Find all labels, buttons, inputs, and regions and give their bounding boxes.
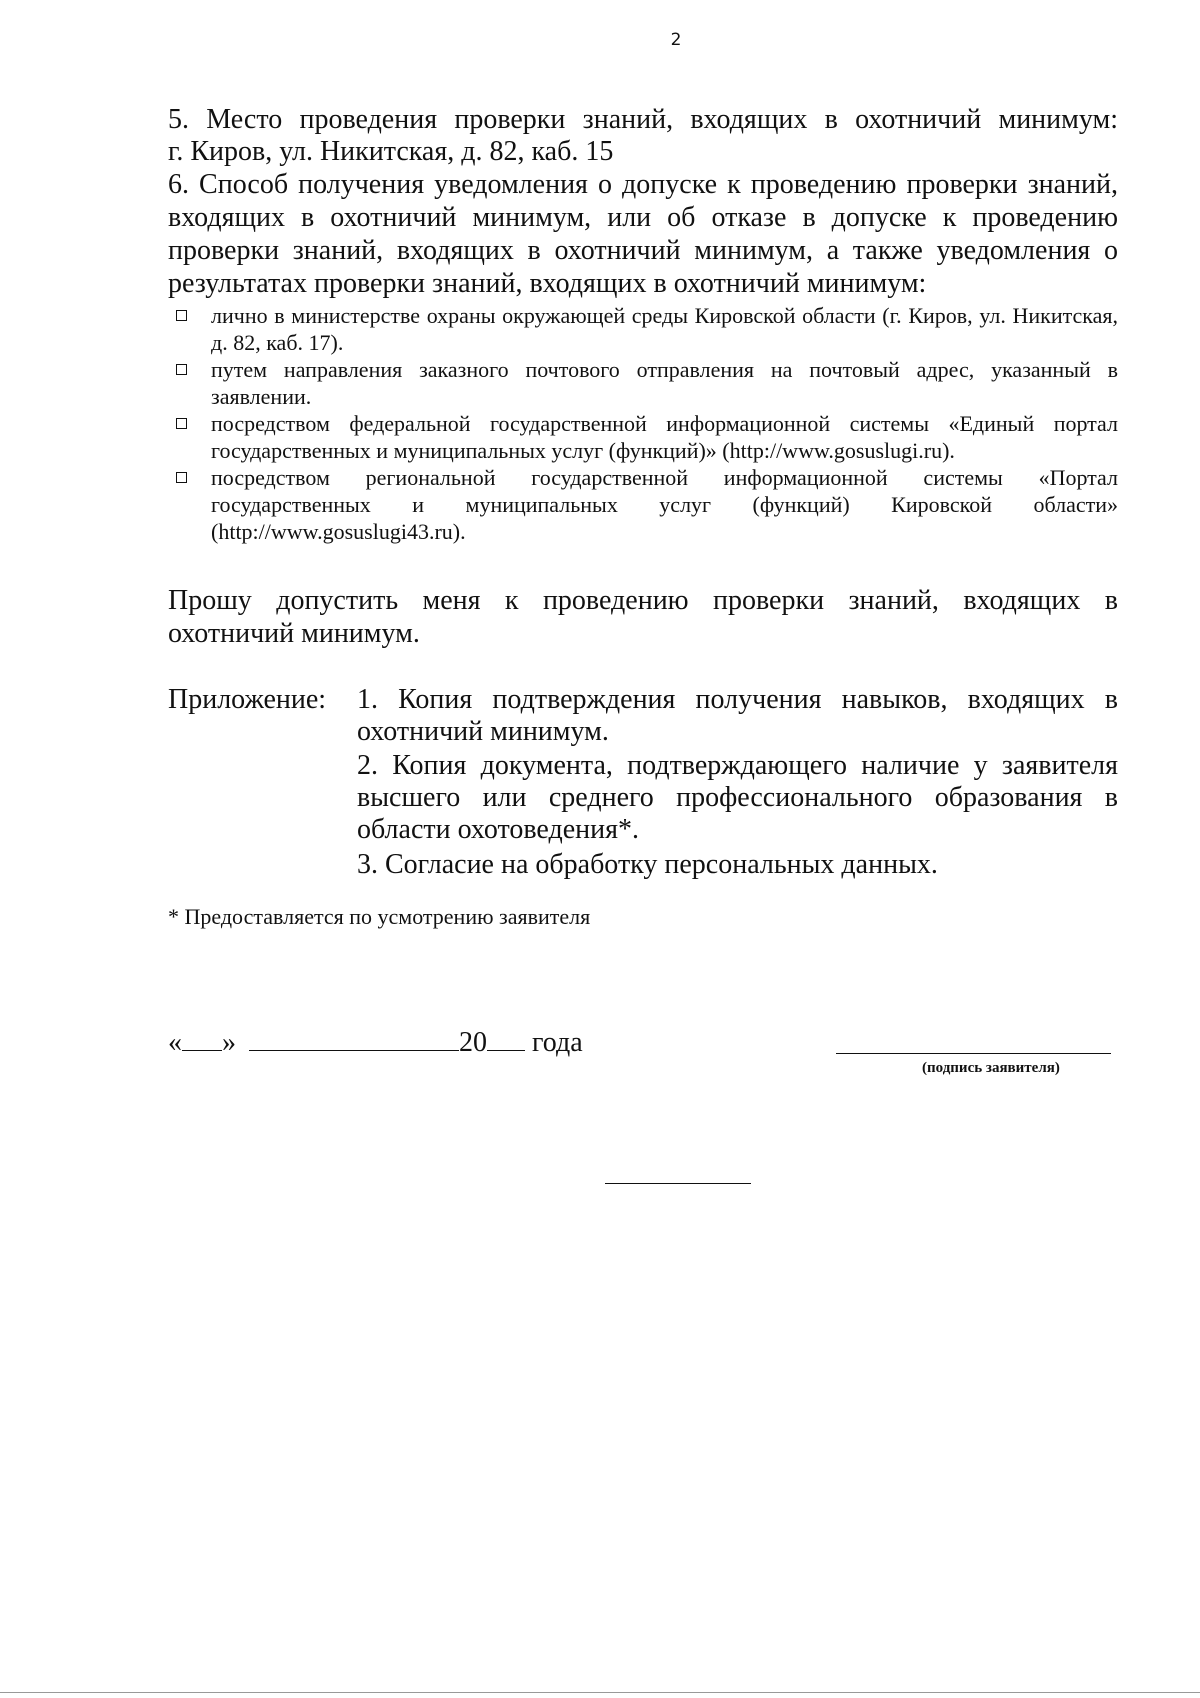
option-in-person xyxy=(176,302,1118,356)
option-federal-portal xyxy=(176,410,1118,464)
end-rule xyxy=(605,1183,751,1184)
attachment-item-2: 2. Копия документа, подтверждающего наличие у заявителя высшего или среднего профессионального образования в области охотоведения*. xyxy=(357,750,1118,845)
item6-line1: 6. Способ получения уведомления о допуске к проведению проверки знаний, xyxy=(168,169,1118,200)
footnote: * Предоставляется по усмотрению заявителя xyxy=(168,904,591,929)
item6-line2: входящих в охотничий минимум, или об отказе в допуске к проведению xyxy=(168,202,1118,233)
request-line2: охотничий минимум. xyxy=(168,618,420,649)
item6-line4: результатах проверки знаний, входящих в охотничий минимум: xyxy=(168,268,927,299)
scan-edge-line xyxy=(0,1692,1200,1693)
day-blank[interactable] xyxy=(182,1026,222,1051)
option-label: лично в министерстве охраны окружающей среды Кировской области (г. Киров, ул. Никитская, д. 82, каб. 17). xyxy=(211,303,1118,355)
item5-line2: г. Киров, ул. Никитская, д. 82, каб. 15 xyxy=(168,136,614,167)
option-postal-mail xyxy=(176,356,1118,410)
open-quote: « xyxy=(168,1027,182,1058)
close-quote: » xyxy=(222,1027,236,1058)
signature-caption: (подпись заявителя) xyxy=(922,1060,1060,1076)
year-blank[interactable] xyxy=(487,1026,525,1051)
checkbox-icon[interactable] xyxy=(176,472,187,483)
option-label: путем направления заказного почтового отправления на почтовый адрес, указанный в заявлении. xyxy=(211,357,1118,409)
option-label: посредством федеральной государственной информационной системы «Единый портал государственных и муниципальных услуг (функций)» (http://www.gosuslugi.ru). xyxy=(211,411,1118,463)
item6-line3: проверки знаний, входящих в охотничий минимум, а также уведомления о xyxy=(168,235,1118,266)
month-blank[interactable] xyxy=(249,1026,459,1051)
attachment-item-1: 1. Копия подтверждения получения навыков, входящих в охотничий минимум. xyxy=(357,684,1118,747)
checkbox-icon[interactable] xyxy=(176,310,187,321)
request-line1: Прошу допустить меня к проведению проверки знаний, входящих в xyxy=(168,585,1118,616)
option-label: посредством региональной государственной информационной системы «Портал государственных и муниципальных услуг (функций) Кировской области» (http://www.gosuslugi43.ru). xyxy=(211,465,1118,544)
signature-line[interactable] xyxy=(836,1053,1111,1054)
checkbox-icon[interactable] xyxy=(176,364,187,375)
year-prefix: 20 xyxy=(459,1027,487,1058)
checkbox-icon[interactable] xyxy=(176,418,187,429)
attachments-label: Приложение: xyxy=(168,684,327,715)
option-regional-portal xyxy=(176,464,1118,545)
date-row xyxy=(168,1026,583,1059)
item5-line1: 5. Место проведения проверки знаний, входящих в охотничий минимум: xyxy=(168,104,1118,135)
year-suffix: года xyxy=(532,1027,583,1058)
page-number: 2 xyxy=(670,30,682,50)
attachment-item-3: 3. Согласие на обработку персональных данных. xyxy=(357,849,938,880)
